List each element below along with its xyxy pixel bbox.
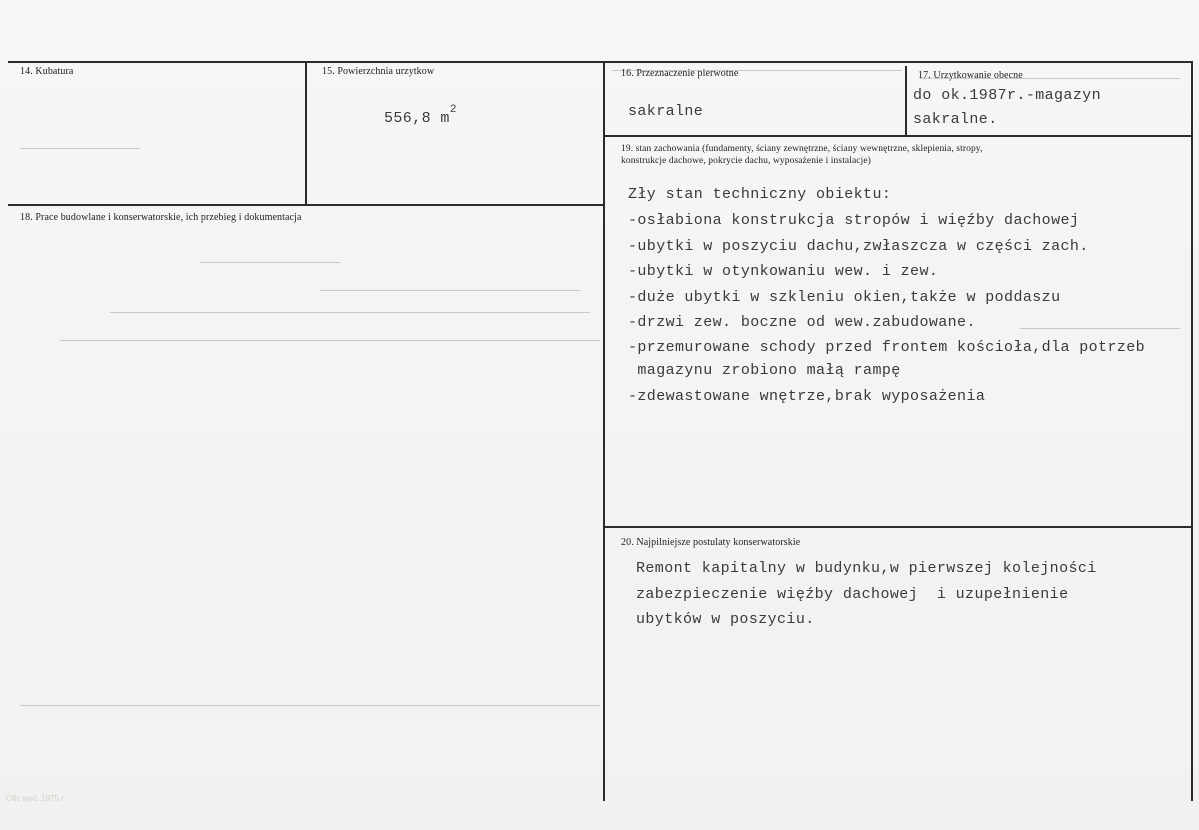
field-14-label: 14. Kubatura <box>20 66 74 77</box>
field-16-value: sakralne <box>628 103 704 120</box>
field-19-line-3: -ubytki w poszyciu dachu,zwłaszcza w części zach. <box>628 238 1089 255</box>
field-19-line-5: -duże ubytki w szkleniu okien,także w poddaszu <box>628 289 1061 306</box>
show-through-mark <box>110 312 590 313</box>
field-18-label: 18. Prace budowlane i konserwatorskie, ich przebieg i dokumentacja <box>20 212 302 223</box>
rule-left-mid <box>8 204 605 206</box>
show-through-mark <box>200 262 340 263</box>
show-through-mark <box>1020 328 1180 329</box>
field-19-line-8: magazynu zrobiono małą rampę <box>628 362 901 379</box>
rule-col-16-17 <box>905 66 907 136</box>
rule-top <box>8 61 1192 63</box>
field-20-label: 20. Najpilniejsze postulaty konserwatorskie <box>621 537 801 548</box>
field-19-label-2: konstrukcje dachowe, pokrycie dachu, wyposażenie i instalacje) <box>621 156 871 166</box>
field-17-line-2: sakralne. <box>913 111 998 128</box>
field-15-label: 15. Powierzchnia urzytkow <box>322 66 435 77</box>
field-19-line-6: -drzwi zew. boczne od wew.zabudowane. <box>628 314 976 331</box>
field-19-label-1: 19. stan zachowania (fundamenty, ściany zewnętrzne, ściany wewnętrzne, sklepienia, stropy, <box>621 144 983 154</box>
field-19-line-1: Zły stan techniczny obiektu: <box>628 186 892 203</box>
field-20-line-3: ubytków w poszyciu. <box>636 611 815 628</box>
field-16-label: 16. Przeznaczenie pierwotne <box>621 68 739 79</box>
show-through-mark <box>20 705 600 706</box>
field-19-line-2: -osłabiona konstrukcja stropów i więźby dachowej <box>628 212 1080 229</box>
field-19-line-9: -zdewastowane wnętrze,brak wyposażenia <box>628 388 986 405</box>
field-17-line-1: do ok.1987r.-magazyn <box>913 87 1102 104</box>
area-value: 556,8 m <box>384 110 450 127</box>
rule-right-lower <box>604 526 1192 528</box>
show-through-mark <box>60 340 600 341</box>
field-20-line-1: Remont kapitalny w budynku,w pierwszej kolejności <box>636 560 1097 577</box>
show-through-mark <box>20 148 140 149</box>
rule-right-edge <box>1191 61 1193 801</box>
field-17-label: 17. Urzytkowanie obecne <box>918 70 1023 81</box>
show-through-corner-text: Ofic wyd. 1975 r. <box>6 794 66 803</box>
rule-col-14-15 <box>305 61 307 205</box>
show-through-mark <box>320 290 580 291</box>
rule-right-upper <box>604 135 1192 137</box>
rule-center <box>603 61 605 801</box>
field-19-line-4: -ubytki w otynkowaniu wew. i zew. <box>628 263 939 280</box>
field-20-line-2: zabezpieczenie więźby dachowej i uzupełnienie <box>636 586 1069 603</box>
field-19-line-7: -przemurowane schody przed frontem kościoła,dla potrzeb <box>628 339 1146 356</box>
field-15-value <box>384 104 457 127</box>
area-unit-exponent: 2 <box>449 104 457 116</box>
